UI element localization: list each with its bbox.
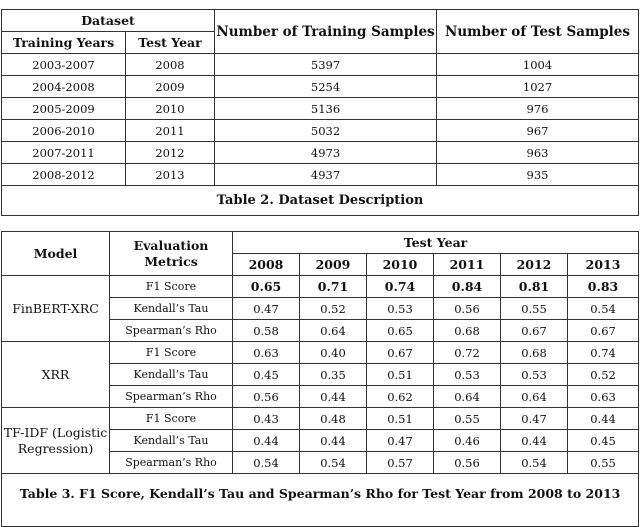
metric-label-cell: Spearman’s Rho <box>110 386 233 408</box>
score-cell: 0.58 <box>233 320 300 342</box>
metric-label-cell: Kendall’s Tau <box>110 298 233 320</box>
score-cell: 0.54 <box>501 452 568 474</box>
train-samples-cell: 4937 <box>215 164 437 186</box>
test-samples-cell: 967 <box>437 120 639 142</box>
metric-label-cell: F1 Score <box>110 342 233 364</box>
score-cell: 0.48 <box>300 408 367 430</box>
training-years-header: Training Years <box>2 32 126 54</box>
year-header-2009: 2009 <box>300 254 367 276</box>
table-row <box>2 276 639 298</box>
table-row <box>2 342 639 364</box>
num-training-samples-header: Number of Training Samples <box>215 10 437 54</box>
score-cell: 0.53 <box>367 298 434 320</box>
score-cell: 0.65 <box>367 320 434 342</box>
training-years-cell: 2003-2007 <box>2 54 126 76</box>
score-cell: 0.83 <box>568 276 639 298</box>
score-cell: 0.44 <box>233 430 300 452</box>
metric-label-cell: Kendall’s Tau <box>110 364 233 386</box>
table-row <box>2 98 639 120</box>
dataset-header: Dataset <box>2 10 215 32</box>
dataset-description-table <box>1 9 639 216</box>
score-cell: 0.64 <box>300 320 367 342</box>
score-cell: 0.63 <box>568 386 639 408</box>
score-cell: 0.44 <box>501 430 568 452</box>
score-cell: 0.52 <box>300 298 367 320</box>
model-name-cell: XRR <box>2 342 110 408</box>
score-cell: 0.45 <box>233 364 300 386</box>
score-cell: 0.40 <box>300 342 367 364</box>
evaluation-metrics-header: Evaluation Metrics <box>110 232 233 276</box>
model-name-cell: TF-IDF (Logistic Regression) <box>2 408 110 474</box>
train-samples-cell: 5136 <box>215 98 437 120</box>
table3-header-row-1 <box>2 232 639 254</box>
year-header-2008: 2008 <box>233 254 300 276</box>
score-cell: 0.72 <box>434 342 501 364</box>
training-years-cell: 2006-2010 <box>2 120 126 142</box>
training-years-cell: 2008-2012 <box>2 164 126 186</box>
year-header-2011: 2011 <box>434 254 501 276</box>
year-header-2012: 2012 <box>501 254 568 276</box>
test-samples-cell: 935 <box>437 164 639 186</box>
score-cell: 0.55 <box>434 408 501 430</box>
metric-label-cell: F1 Score <box>110 408 233 430</box>
score-cell: 0.67 <box>367 342 434 364</box>
score-cell: 0.55 <box>501 298 568 320</box>
table2-caption: Table 2. Dataset Description <box>2 186 639 216</box>
score-cell: 0.43 <box>233 408 300 430</box>
model-results-table <box>1 231 639 527</box>
score-cell: 0.68 <box>501 342 568 364</box>
score-cell: 0.64 <box>501 386 568 408</box>
score-cell: 0.63 <box>233 342 300 364</box>
metric-label-cell: Spearman’s Rho <box>110 320 233 342</box>
train-samples-cell: 5032 <box>215 120 437 142</box>
table-row <box>2 164 639 186</box>
score-cell: 0.74 <box>367 276 434 298</box>
table-row <box>2 76 639 98</box>
test-samples-cell: 976 <box>437 98 639 120</box>
score-cell: 0.81 <box>501 276 568 298</box>
year-header-2013: 2013 <box>568 254 639 276</box>
num-test-samples-header: Number of Test Samples <box>437 10 639 54</box>
table2-header-row-1 <box>2 10 639 32</box>
score-cell: 0.55 <box>568 452 639 474</box>
training-years-cell: 2005-2009 <box>2 98 126 120</box>
test-samples-cell: 963 <box>437 142 639 164</box>
test-samples-cell: 1027 <box>437 76 639 98</box>
training-years-cell: 2007-2011 <box>2 142 126 164</box>
score-cell: 0.35 <box>300 364 367 386</box>
score-cell: 0.53 <box>501 364 568 386</box>
score-cell: 0.54 <box>233 452 300 474</box>
score-cell: 0.44 <box>300 386 367 408</box>
metric-label-cell: Kendall’s Tau <box>110 430 233 452</box>
test-year-header: Test Year <box>126 32 215 54</box>
score-cell: 0.47 <box>367 430 434 452</box>
table-row <box>2 142 639 164</box>
score-cell: 0.46 <box>434 430 501 452</box>
score-cell: 0.68 <box>434 320 501 342</box>
score-cell: 0.54 <box>568 298 639 320</box>
score-cell: 0.53 <box>434 364 501 386</box>
score-cell: 0.44 <box>568 408 639 430</box>
score-cell: 0.67 <box>501 320 568 342</box>
model-name-cell: FinBERT-XRC <box>2 276 110 342</box>
table-row <box>2 120 639 142</box>
train-samples-cell: 4973 <box>215 142 437 164</box>
score-cell: 0.51 <box>367 364 434 386</box>
table3-caption-row <box>2 474 639 527</box>
score-cell: 0.52 <box>568 364 639 386</box>
score-cell: 0.56 <box>434 452 501 474</box>
score-cell: 0.74 <box>568 342 639 364</box>
test-year-cell: 2013 <box>126 164 215 186</box>
test-year-cell: 2009 <box>126 76 215 98</box>
table3-body <box>2 276 639 474</box>
score-cell: 0.64 <box>434 386 501 408</box>
score-cell: 0.56 <box>233 386 300 408</box>
metric-label-cell: F1 Score <box>110 276 233 298</box>
table2-body <box>2 54 639 186</box>
score-cell: 0.47 <box>501 408 568 430</box>
score-cell: 0.54 <box>300 452 367 474</box>
table-row <box>2 408 639 430</box>
training-years-cell: 2004-2008 <box>2 76 126 98</box>
test-year-cell: 2011 <box>126 120 215 142</box>
score-cell: 0.67 <box>568 320 639 342</box>
table2-caption-row <box>2 186 639 216</box>
test-year-cell: 2012 <box>126 142 215 164</box>
year-header-2010: 2010 <box>367 254 434 276</box>
test-year-cell: 2010 <box>126 98 215 120</box>
score-cell: 0.71 <box>300 276 367 298</box>
model-header: Model <box>2 232 110 276</box>
test-year-cell: 2008 <box>126 54 215 76</box>
test-year-group-header: Test Year <box>233 232 639 254</box>
score-cell: 0.84 <box>434 276 501 298</box>
score-cell: 0.51 <box>367 408 434 430</box>
score-cell: 0.56 <box>434 298 501 320</box>
score-cell: 0.57 <box>367 452 434 474</box>
train-samples-cell: 5397 <box>215 54 437 76</box>
table3-caption: Table 3. F1 Score, Kendall’s Tau and Spearman’s Rho for Test Year from 2008 to 2013 <box>2 474 639 527</box>
test-samples-cell: 1004 <box>437 54 639 76</box>
score-cell: 0.44 <box>300 430 367 452</box>
metric-label-cell: Spearman’s Rho <box>110 452 233 474</box>
table-row <box>2 54 639 76</box>
score-cell: 0.47 <box>233 298 300 320</box>
score-cell: 0.45 <box>568 430 639 452</box>
score-cell: 0.65 <box>233 276 300 298</box>
train-samples-cell: 5254 <box>215 76 437 98</box>
score-cell: 0.62 <box>367 386 434 408</box>
